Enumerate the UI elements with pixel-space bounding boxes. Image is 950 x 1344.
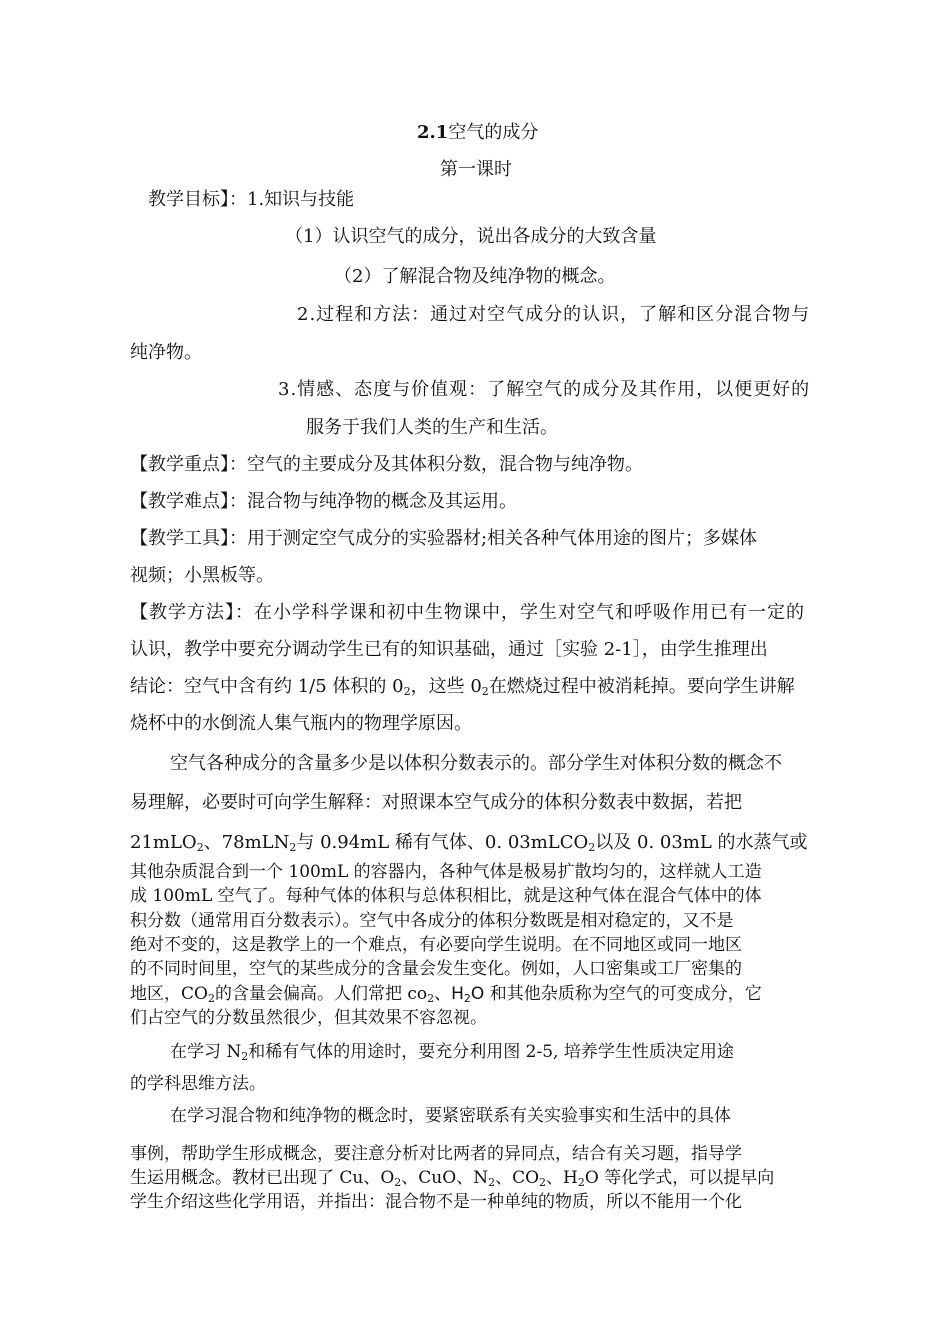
subscript: 2 bbox=[403, 685, 411, 698]
para1-formula: H bbox=[451, 984, 464, 1004]
methods-line-4: 烧杯中的水倒流人集气瓶内的物理学原因。 bbox=[130, 713, 472, 734]
subscript: 2 bbox=[588, 841, 596, 854]
para1-text: 与 0.94mL 稀有气体、0. 03mLCO bbox=[296, 832, 589, 853]
para1-line-5: 成 100mL 空气了。每种气体的体积与总体积相比，就是这种气体在混合气体中的体 bbox=[130, 886, 762, 906]
methods-line-1: 【教学方法】：在小学科学课和初中生物课中，学生对空气和呼吸作用已有一定的 bbox=[130, 602, 805, 623]
subscript: 2 bbox=[289, 841, 297, 854]
para2-text: 和稀有气体的用途时，要充分利用图 2-5, 培养学生性质决定用途 bbox=[248, 1042, 734, 1062]
objectives-line-4: 2.过程和方法：通过对空气成分的认识，了解和区分混合物与 bbox=[297, 304, 811, 325]
para3-text: O 等化学式，可以提早向 bbox=[584, 1168, 775, 1188]
tools-line-1: 【教学工具】：用于测定空气成分的实验器材;相关各种气体用途的图片；多媒体 bbox=[130, 528, 758, 549]
para1-text: 和其他杂质称为空气的可变成分，它 bbox=[484, 984, 762, 1004]
para3-text: 生运用概念。教材已出现了 Cu、O bbox=[130, 1168, 395, 1188]
para1-line-3 bbox=[130, 831, 808, 860]
subscript: 2 bbox=[207, 992, 215, 1005]
objectives-label: 教学目标】： bbox=[148, 189, 247, 210]
subscript: 2 bbox=[427, 992, 435, 1005]
para1-line-1: 空气各种成分的含量多少是以体积分数表示的。部分学生对体积分数的概念不 bbox=[170, 753, 782, 774]
key-points: 【教学重点】：空气的主要成分及其体积分数，混合物与纯净物。 bbox=[130, 454, 643, 475]
subscript: 2 bbox=[577, 1176, 585, 1189]
tools-line-2: 视频；小黑板等。 bbox=[130, 565, 274, 586]
para1-text: 的含量会偏高。人们常把 co bbox=[214, 984, 428, 1004]
subscript: 2 bbox=[394, 1176, 402, 1189]
para3-line-2: 事例，帮助学生形成概念，要注意分析对比两者的异同点，结合有关习题，指导学 bbox=[130, 1144, 742, 1164]
objectives-line-3: （2）了解混合物及纯净物的概念。 bbox=[334, 266, 616, 287]
para3-line-1: 在学习混合物和纯净物的概念时，要紧密联系有关实验事实和生活中的具体 bbox=[170, 1106, 731, 1126]
lesson-subtitle: 第一课时 bbox=[440, 159, 512, 180]
lesson-title-text: 空气的成分 bbox=[448, 122, 539, 143]
para1-line-8: 的不同时间里，空气的某些成分的含量会发生变化。例如，人口密集或工厂密集的 bbox=[130, 959, 742, 979]
para1-line-2: 易理解，必要时可向学生解释：对照课本空气成分的体积分数表中数据，若把 bbox=[130, 792, 742, 813]
para3-line-4: 学生介绍这些化学用语，并指出：混合物不是一种单纯的物质，所以不能用一个化 bbox=[130, 1192, 742, 1212]
para3-text: 、CO bbox=[495, 1168, 540, 1188]
subscript: 2 bbox=[241, 1050, 249, 1063]
para3-text: 、H bbox=[546, 1168, 578, 1188]
objectives-line-7: 服务于我们人类的生产和生活。 bbox=[306, 417, 558, 438]
subscript: 2 bbox=[539, 1176, 547, 1189]
para3-text: 、CuO、N bbox=[401, 1168, 489, 1188]
para1-formula: O bbox=[470, 984, 485, 1004]
para1-text: 以及 0. 03mL 的水蒸气或 bbox=[595, 832, 808, 853]
para2-line-2: 的学科思维方法。 bbox=[130, 1074, 266, 1094]
objectives-line-2: （1）认识空气的成分，说出各成分的大致含量 bbox=[285, 226, 657, 247]
lesson-number: 2.1 bbox=[417, 122, 449, 143]
para1-line-10: 们占空气的分数虽然很少，但其效果不容忽视。 bbox=[130, 1008, 487, 1028]
subscript: 2 bbox=[196, 841, 204, 854]
para1-text: 、78mLN bbox=[203, 832, 290, 853]
lesson-title bbox=[417, 121, 538, 145]
para1-text: 、 bbox=[434, 984, 452, 1004]
methods-text: 在燃烧过程中被消耗掉。要向学生讲解 bbox=[488, 676, 795, 697]
methods-line-2: 认识，教学中要充分调动学生已有的知识基础，通过［实验 2-1］，由学生推理出 bbox=[130, 639, 768, 660]
objectives-line-1 bbox=[148, 188, 354, 212]
difficulties: 【教学难点】：混合物与纯净物的概念及其运用。 bbox=[130, 491, 517, 512]
objectives-item-1: 1.知识与技能 bbox=[247, 189, 355, 210]
objectives-line-6: 3.情感、态度与价值观：了解空气的成分及其作用，以便更好的 bbox=[278, 379, 811, 400]
para2-text: 在学习 N bbox=[170, 1042, 242, 1062]
methods-text: ，这些 0 bbox=[410, 676, 482, 697]
para2-line-1 bbox=[170, 1040, 734, 1069]
para1-line-4: 其他杂质混合到一个 100mL 的容器内，各种气体是极易扩散均匀的，这样就人工造 bbox=[130, 862, 762, 882]
methods-line-3 bbox=[130, 675, 795, 704]
para1-line-7: 绝对不变的，这是教学上的一个难点，有必要向学生说明。在不同地区或同一地区 bbox=[130, 935, 742, 955]
methods-text: 结论：空气中含有约 1/5 体积的 0 bbox=[130, 676, 404, 697]
subscript: 2 bbox=[463, 992, 471, 1005]
para1-text: 地区，CO bbox=[130, 984, 208, 1004]
subscript: 2 bbox=[488, 1176, 496, 1189]
para1-text: 21mLO bbox=[130, 832, 197, 853]
para1-line-6: 积分数（通常用百分数表示）。空气中各成分的体积分数既是相对稳定的，又不是 bbox=[130, 911, 734, 931]
subscript: 2 bbox=[481, 685, 489, 698]
objectives-line-5: 纯净物。 bbox=[130, 342, 202, 363]
